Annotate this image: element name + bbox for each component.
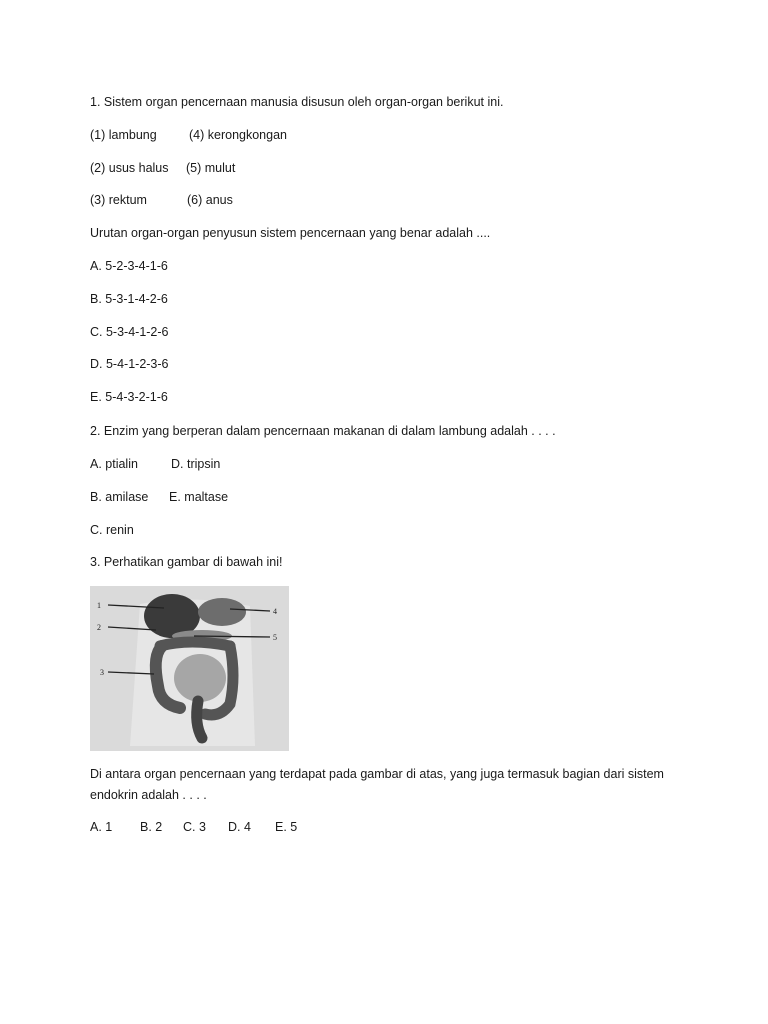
q3-option-b: B. 2	[140, 820, 163, 834]
stomach-shape	[198, 598, 246, 626]
q1-item-1: (1) lambung	[90, 128, 157, 142]
q3-stem: 3. Perhatikan gambar di bawah ini!	[90, 555, 283, 569]
q1-item-2: (2) usus halus	[90, 161, 169, 175]
q3-question: Di antara organ pencernaan yang terdapat pada gambar di atas, yang juga termasuk bagian dari sistem endokrin adalah . . . .	[90, 767, 664, 802]
small-intestine-shape	[174, 654, 226, 702]
q2-option-b: B. amilase	[90, 490, 149, 504]
q2-stem: 2. Enzim yang berperan dalam pencernaan makanan di dalam lambung adalah . . . .	[90, 424, 556, 438]
q1-stem: 1. Sistem organ pencernaan manusia disusun oleh organ-organ berikut ini.	[90, 95, 504, 109]
q1-question: Urutan organ-organ penyusun sistem pencernaan yang benar adalah ....	[90, 226, 491, 240]
q1-option-d: D. 5-4-1-2-3-6	[90, 357, 169, 371]
q1-option-a: A. 5-2-3-4-1-6	[90, 259, 168, 273]
q2-option-a: A. ptialin	[90, 457, 138, 471]
q2-option-e: E. maltase	[169, 490, 229, 504]
q1-option-c: C. 5-3-4-1-2-6	[90, 325, 169, 339]
q3-option-e: E. 5	[275, 820, 298, 834]
figure-label-1: 1	[97, 601, 101, 610]
q3-option-c: C. 3	[183, 820, 206, 834]
q2-option-d: D. tripsin	[171, 457, 221, 471]
figure-label-2: 2	[97, 623, 101, 632]
q1-item-3: (3) rektum	[90, 193, 147, 207]
q1-item-5: (5) mulut	[186, 161, 236, 175]
q2-option-c: C. renin	[90, 523, 134, 537]
figure-label-3: 3	[100, 668, 104, 677]
q1-option-e: E. 5-4-3-2-1-6	[90, 390, 168, 404]
q1-option-b: B. 5-3-1-4-2-6	[90, 292, 168, 306]
digestive-system-figure	[90, 586, 289, 751]
q3-option-d: D. 4	[228, 820, 251, 834]
figure-label-4: 4	[273, 607, 277, 616]
q3-options	[90, 820, 297, 834]
figure-label-5: 5	[273, 633, 277, 642]
q3-option-a: A. 1	[90, 820, 113, 834]
q1-item-4: (4) kerongkongan	[189, 128, 287, 142]
q1-item-6: (6) anus	[187, 193, 233, 207]
